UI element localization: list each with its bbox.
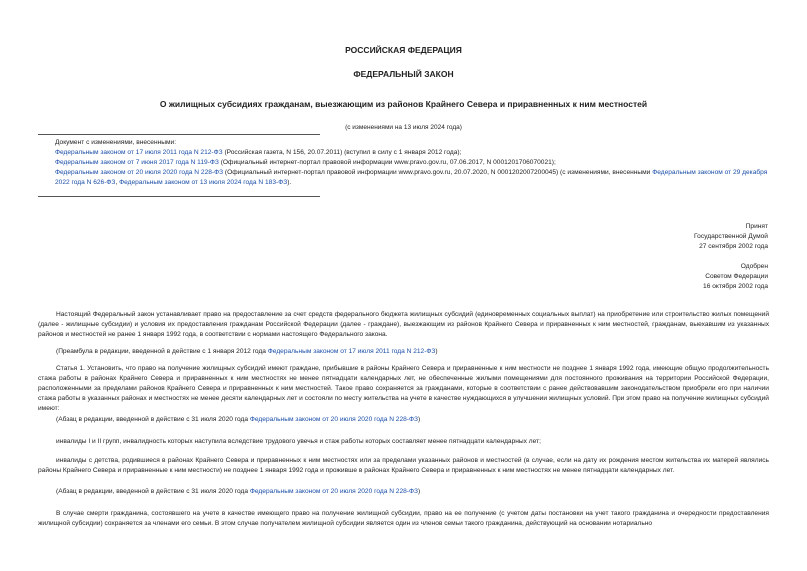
amendment-sep: , [115, 179, 120, 186]
amendment-link-228fz[interactable]: Федеральным законом от 20 июля 2020 года N 228-ФЗ [55, 169, 224, 176]
childhood-invalids-note [38, 487, 769, 497]
childhood-note-link[interactable]: Федеральным законом от 20 июля 2020 года N 228-ФЗ [249, 488, 418, 495]
edition-note: (с изменениями на 13 июля 2024 года) [345, 124, 462, 131]
approved-line-1: Одобрен [740, 263, 768, 270]
invalids-text: инвалиды I и II групп, инвалидность которых наступила вследствие трудового увечья и стаж работы которых составляет менее пятнадцати календарных лет; [56, 438, 541, 445]
approved-block [703, 262, 768, 292]
amendment-text-2: (Официальный интернет-портал правовой информации www.pravo.gov.ru, 07.06.2017, N 0001201706070021); [218, 159, 556, 166]
preamble-note-link[interactable]: Федеральным законом от 17 июля 2011 года N 212-ФЗ [267, 348, 436, 355]
divider-top [38, 134, 320, 135]
accepted-line-2: Государственной Думой [694, 233, 768, 240]
childhood-invalids-text: инвалиды с детства, родившиеся в районах Крайнего Севера и приравненных к ним местностях или за пределами указанных районов и местностей (в случае, если на дату их рождения местом жительства их матерей являлись районы Крайнего Севера и приравненные к ним местности) не позднее 1 января 1992 года и проживше в районах Крайнего Севера и приравненных к ним местностях не менее пятнадцати календарных лет. [38, 457, 769, 474]
article-1-note [38, 415, 769, 425]
childhood-note-text: (Абзац в редакции, введенной в действие с 31 июля 2020 года [56, 488, 250, 495]
federation-heading: РОССИЙСКАЯ ФЕДЕРАЦИЯ [345, 45, 462, 55]
article-1-note-link[interactable]: Федеральным законом от 20 июля 2020 года N 228-ФЗ [249, 416, 418, 423]
childhood-note-end: ) [417, 488, 421, 495]
law-title: О жилищных субсидиях гражданам, выезжающим из районов Крайнего Севера и приравненных к ним местностей [159, 99, 648, 109]
preamble-paragraph [38, 310, 769, 340]
amendment-text-3: (Официальный интернет-портал правовой информации www.pravo.gov.ru, 20.07.2020, N 0001202007200045) (с изменениями, внесенными [223, 169, 653, 176]
amendment-line-2 [55, 158, 775, 168]
divider-bottom [38, 196, 320, 197]
preamble-note-end: ) [435, 348, 438, 355]
childhood-invalids-paragraph [38, 456, 769, 476]
amendment-link-212fz[interactable]: Федеральным законом от 17 июля 2011 года N 212-ФЗ [55, 149, 223, 156]
accepted-line-3: 27 сентября 2002 года [699, 243, 768, 250]
preamble-text: Настоящий Федеральный закон устанавливает право на предоставление за счет средств федерального бюджета жилищных субсидий (единовременных социальных выплат) на приобретение или строительство жилых помещений (далее - жилищные субсидии) и условия их предоставления гражданам Российской Федерации (далее - граждане), выезжающим из районов Крайнего Севера и приравненных к ним местностей, гражданам, выехавшим из указанных районов и местностей не ранее 1 января 1992 года, в соответствии с нормами настоящего Федерального закона. [38, 311, 769, 338]
amendment-line-1 [55, 148, 775, 158]
article-1-note-text: (Абзац в редакции, введенной в действие с 31 июля 2020 года [56, 416, 250, 423]
amendments-intro: Документ с изменениями, внесенными: [55, 139, 177, 146]
approved-line-3: 16 октября 2002 года [703, 283, 768, 290]
law-type-heading: ФЕДЕРАЛЬНЫЙ ЗАКОН [353, 69, 454, 79]
preamble-note-text: (Преамбула в редакции, введенной в действие с 1 января 2012 года [56, 348, 268, 355]
article-1-note-end: ) [417, 416, 421, 423]
article-1-paragraph [38, 364, 769, 414]
article-1-text: Статья 1. Установить, что право на получение жилищных субсидий имеют граждане, прибывшие в районы Крайнего Севера и приравненные к ним местности не позднее 1 января 1992 года, имеющие общую продолжительность стажа работы в районах Крайнего Севера и приравненных к ним местностях не менее пятнадцати календарных лет, не обеспеченные жилыми помещениями для постоянного проживания на территории Российской Федерации, расположенными за пределами районов Крайнего Севера и приравненных к ним местностей. Такое право сохраняется за гражданами, которые в соответствии с ранее действовавшим законодательством приобрели его при наличии стажа работы в указанных районах и местностях не менее десяти календарных лет и состояли по месту жительства на учете в качестве нуждающихся в улучшении жилищных условий. При этом право на получение жилищных субсидий имеют: [38, 365, 769, 412]
approved-line-2: Советом Федерации [705, 273, 768, 280]
preamble-note [38, 347, 769, 357]
amendment-link-119fz[interactable]: Федеральным законом от 7 июня 2017 года N 119-ФЗ [55, 159, 219, 166]
amendment-text-1: (Российская газета, N 156, 20.07.2011) (вступил в силу с 1 января 2012 года); [222, 149, 462, 156]
amendments-block [55, 138, 775, 188]
amendment-link-626fz[interactable]: Федеральным законом от 29 декабря 2022 года N 626-ФЗ [55, 169, 768, 186]
accepted-block [694, 222, 768, 252]
death-clause-text: В случае смерти гражданина, состоявшего на учете в качестве имеющего право на получение жилищной субсидии, право на ее получение (с учетом даты постановки на учет такого гражданина и очередности предоставления жилищной субсидии) сохраняется за членами его семьи. В этом случае получателем жилищной субсидии является один из членов семьи такого гражданина, действующий на основании нотариально [38, 510, 769, 527]
amendment-line-3 [55, 168, 775, 188]
amendment-link-183fz[interactable]: Федеральным законом от 13 июля 2024 года N 183-ФЗ [119, 179, 288, 186]
death-clause-paragraph [38, 509, 769, 529]
invalids-paragraph [38, 437, 769, 447]
amendment-end: ). [287, 179, 292, 186]
accepted-line-1: Принят [745, 223, 768, 230]
